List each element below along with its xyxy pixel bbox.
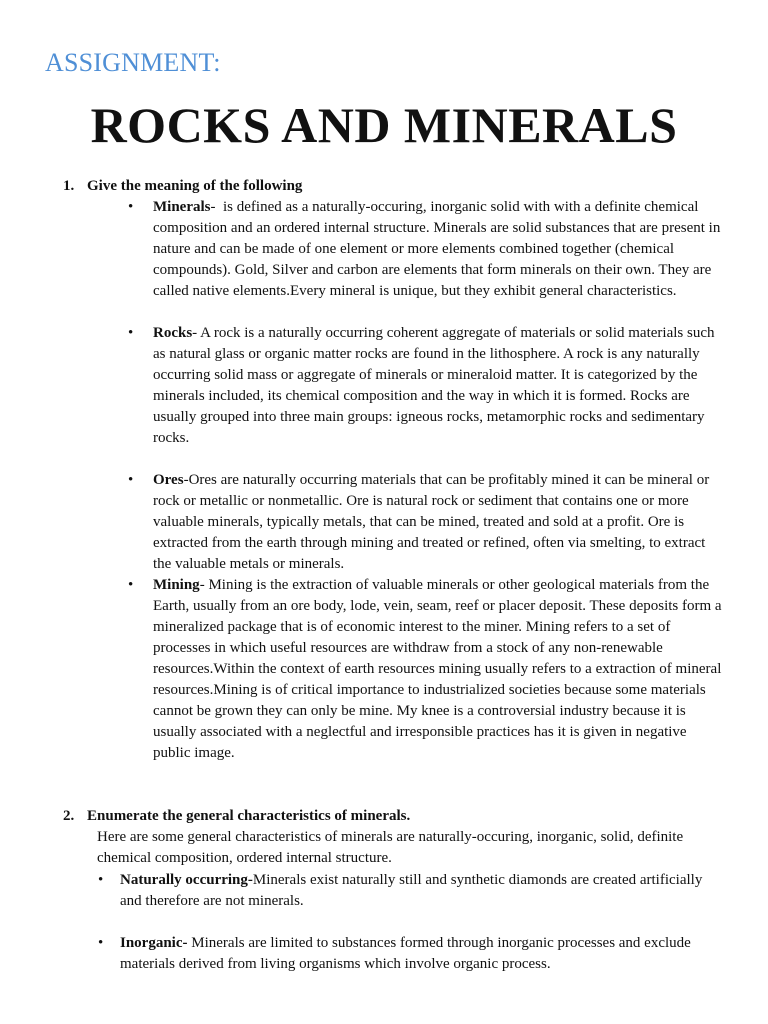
bullet-dot-icon: • [98, 935, 104, 951]
definition-rocks: A rock is a naturally occurring coherent aggregate of materials or solid materials such as natural glass or organic matter rocks are found in the lithosphere. A rock is any naturally occurring solid mass or aggregate of minerals or mineraloid matter. It is categorized by the minerals included, its chemical composition and the way in which it is formed. Rocks are usually grouped into three main groups: igneous rocks, metamorphic rocks and sedimentary rocks. [153, 325, 715, 446]
list-item [98, 933, 725, 975]
term-mining: Mining [153, 577, 200, 593]
definition-ores: Ores are naturally occurring materials that can be profitably mined it can be mineral or rock or metallic or nonmetallic. Ore is natural rock or sediment that contains one or more valuable minerals, typically metals, that can be mined, treated and sold at a profit. Ore is extracted from the earth through mining and treated or refined, often via smelting, to extract the valuable metals or minerals. [153, 472, 710, 572]
page-title: ROCKS AND MINERALS [90, 97, 678, 153]
question-1-text: Give the meaning of the following [87, 178, 303, 194]
question-2-intro: Here are some general characteristics of minerals are naturally-occuring, inorganic, solid, definite chemical composition, ordered internal structure. [97, 829, 684, 866]
list-item [128, 197, 723, 302]
term-separator: - [210, 199, 223, 215]
bullet-dot-icon: • [128, 199, 134, 215]
definition-naturally-occurring: Minerals exist naturally still and synthetic diamonds are created artificially and therefore are not minerals. [120, 872, 703, 909]
term-inorganic: Inorganic- [120, 935, 188, 951]
question-1-heading [63, 176, 302, 197]
term-separator: - [192, 325, 201, 341]
question-2-heading [63, 806, 410, 827]
term-separator: - [183, 472, 189, 488]
list-item [128, 470, 723, 575]
bullet-dot-icon: • [128, 325, 134, 341]
definition-mining: Mining is the extraction of valuable minerals or other geological materials from the Earth, usually from an ore body, lode, vein, seam, reef or placer deposit. These deposits form a mineralized package that is of economic interest to the miner. Mining refers to a set of processes in which useful resources are withdraw from a stock of any non-renewable resources.Within the context of earth resources mining usually refers to a extraction of mineral resources.Mining is of critical importance to industrialized societies because some materials cannot be grown they can only be mine. My knee is a controversial industry because it is usually associated with a neglectful and irresponsible practices has it is given in negative public image. [153, 577, 722, 761]
term-rocks: Rocks [153, 325, 193, 341]
term-naturally-occurring: Naturally occurring- [120, 872, 253, 888]
definition-inorganic: Minerals are limited to substances formed through inorganic processes and exclude materials derived from living organisms which involve organic process. [120, 935, 691, 972]
term-ores: Ores [153, 472, 184, 488]
assignment-label: ASSIGNMENT: [45, 48, 221, 77]
question-1-number: 1. [63, 178, 75, 194]
term-separator: - [199, 577, 209, 593]
question-2-number: 2. [63, 808, 75, 824]
list-item [128, 575, 723, 764]
term-minerals: Minerals [153, 199, 211, 215]
bullet-dot-icon: • [128, 577, 134, 593]
definition-minerals: is defined as a naturally-occuring, inorganic solid with with a definite chemical composition and an ordered internal structure. Minerals are solid substances that are present in nature and can be made of one element or more elements combined together (chemical compounds). Gold, Silver and carbon are elements that form minerals on their own. They are called native elements.Every mineral is unique, but they exhibit general characteristics. [153, 199, 721, 299]
list-item [128, 323, 723, 449]
question-2-text: Enumerate the general characteristics of minerals. [87, 808, 411, 824]
bullet-dot-icon: • [98, 872, 104, 888]
list-item [98, 870, 725, 912]
bullet-dot-icon: • [128, 472, 134, 488]
